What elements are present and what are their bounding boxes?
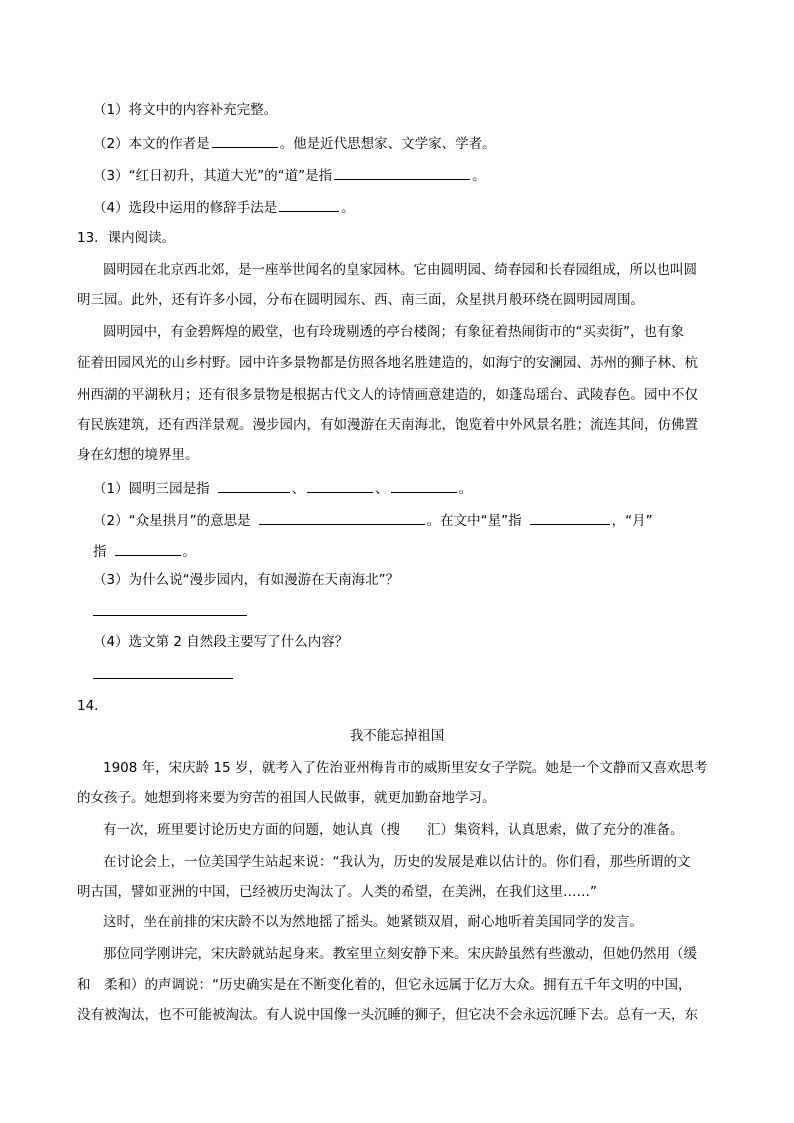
q12-sub4: （4）选段中运用的修辞手法是 。 xyxy=(93,197,355,217)
q13-paragraph2-line: 身在幻想的境界里。 xyxy=(77,447,199,463)
q13-sub4: （4）选文第 2 自然段主要写了什么内容？ xyxy=(93,634,349,650)
q12-sub2: （2）本文的作者是 。他是近代思想家、文学家、学者。 xyxy=(93,133,496,153)
q14-paragraph-line: 在讨论会上，一位美国学生站起来说：“我认为，历史的发展是难以估计的。你们看，那些所谓的文 xyxy=(103,854,691,870)
q12-sub1: （1）将文中的内容补充完整。 xyxy=(93,102,278,118)
q13-heading: 13．课内阅读。 xyxy=(77,230,176,246)
answer-blank[interactable] xyxy=(279,197,339,212)
q13-sub3: （3）为什么说“漫步园内，有如漫游在天南海北”？ xyxy=(93,572,400,588)
answer-blank[interactable] xyxy=(212,133,278,148)
q14-paragraph-line: 那位同学刚讲完，宋庆龄就站起身来。教室里立刻安静下来。宋庆龄虽然有些激动，但她仍然用（缓 xyxy=(103,946,697,962)
answer-blank[interactable] xyxy=(307,478,373,493)
q13-paragraph2-line: 征着田园风光的山乡村野。园中许多景物都是仿照各地名胜建造的，如海宁的安澜园、苏州的狮子林、杭 xyxy=(77,355,698,371)
answer-line[interactable] xyxy=(93,615,247,616)
q13-paragraph2-line: 圆明园中，有金碧辉煌的殿堂，也有玲珑剔透的亭台楼阁；有象征着热闹街市的“买卖街”，也有象 xyxy=(103,324,684,340)
q12-sub3: （3）“红日初升，其道大光”的“道”是指 。 xyxy=(93,165,486,185)
q14-paragraph-line: 没有被淘汰，也不可能被淘汰。有人说中国像一头沉睡的狮子，但它决不会永远沉睡下去。总有一天，东 xyxy=(77,1007,698,1023)
answer-blank[interactable] xyxy=(334,165,470,180)
q13-paragraph1-line: 圆明园在北京西北郊，是一座举世闻名的皇家园林。它由圆明园、绮春园和长春园组成，所以也叫圆 xyxy=(103,262,697,278)
answer-line[interactable] xyxy=(93,678,233,679)
q14-number: 14． xyxy=(77,698,108,714)
q13-paragraph1-line: 明三园。此外，还有许多小园，分布在圆明园东、西、南三面，众星拱月般环绕在圆明园周围。 xyxy=(77,292,644,308)
q13-sub1: （1）圆明三园是指 、 、 。 xyxy=(93,478,472,498)
q14-paragraph-line: 的女孩子。她想到将来要为穷苦的祖国人民做事，就更加勤奋地学习。 xyxy=(77,790,496,806)
q13-sub2-continued: 指 。 xyxy=(93,541,196,561)
q13-sub2: （2）“众星拱月”的意思是 。在文中“星”指 ，“月” xyxy=(93,510,653,530)
q14-paragraph-line: 和 柔和）的声调说：“历史确实是在不断变化着的，但它永远属于亿万大众。拥有五千年文明的中国， xyxy=(77,977,692,993)
q14-paragraph-line: 这时，坐在前排的宋庆龄不以为然地摇了摇头。她紧锁双眉，耐心地听着美国同学的发言。 xyxy=(103,914,643,930)
q13-paragraph2-line: 州西湖的平湖秋月；还有很多景物是根据古代文人的诗情画意建造的，如蓬岛瑶台、武陵春色。园中不仅 xyxy=(77,387,698,403)
q13-paragraph2-line: 有民族建筑，还有西洋景观。漫步园内，有如漫游在天南海北，饱览着中外风景名胜；流连其间，仿佛置 xyxy=(77,417,698,433)
answer-blank[interactable] xyxy=(530,510,610,525)
q14-paragraph-line: 1908 年，宋庆龄 15 岁，就考入了佐治亚州梅肯市的威斯里安女子学院。她是一个文静而又喜欢思考 xyxy=(103,760,708,776)
q14-paragraph-line: 有一次，班里要讨论历史方面的问题，她认真（搜 汇）集资料，认真思索，做了充分的准备。 xyxy=(103,822,684,838)
answer-blank[interactable] xyxy=(391,478,457,493)
q14-paragraph-line: 明古国，譬如亚洲的中国，已经被历史淘汰了。人类的希望，在美洲，在我们这里……” xyxy=(77,884,597,900)
answer-blank[interactable] xyxy=(259,510,425,525)
answer-blank[interactable] xyxy=(115,541,181,556)
q14-passage-title: 我不能忘掉祖国 xyxy=(349,728,445,744)
answer-blank[interactable] xyxy=(218,478,290,493)
